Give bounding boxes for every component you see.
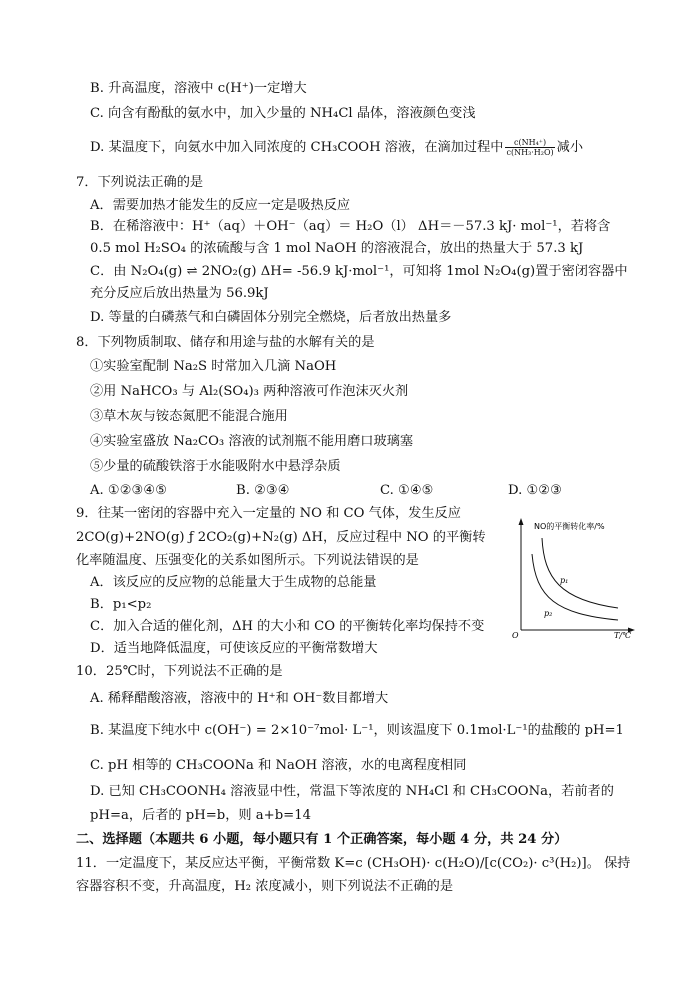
q8-options bbox=[90, 482, 630, 500]
graph-origin: O bbox=[512, 631, 519, 640]
q8-item-1: ①实验室配制 Na₂S 时常加入几滴 NaOH bbox=[90, 359, 337, 374]
q9-option-d: D．适当地降低温度，可使该反应的平衡常数增大 bbox=[90, 641, 378, 656]
q8-option-d: D. ①②③ bbox=[508, 483, 562, 498]
q10-option-d-line1: D. 已知 CH₃COONH₄ 溶液显中性，常温下等浓度的 NH₄Cl 和 CH₃COONa，若前者的 bbox=[90, 784, 614, 799]
q6-fraction-denominator: c(NH₃·H₂O) bbox=[506, 148, 554, 157]
q7-option-a: A．需要加热才能发生的反应一定是吸热反应 bbox=[90, 198, 351, 213]
q9-stem-line1: 9．往某一密闭的容器中充入一定量的 NO 和 CO 气体，发生反应 bbox=[76, 506, 461, 521]
curve-p1-label: p₁ bbox=[560, 576, 569, 585]
q6-option-d-text: D. 某温度下，向氨水中加入同浓度的 CH₃COOH 溶液，在滴加过程中 bbox=[90, 140, 504, 155]
curve-p2-label: p₂ bbox=[544, 609, 553, 618]
q11-stem-line2: 容器容积不变，升高温度，H₂ 浓度减小，则下列说法不正确的是 bbox=[76, 879, 454, 894]
graph-y-label: NO的平衡转化率/% bbox=[534, 522, 605, 531]
curve-p1 bbox=[542, 538, 618, 608]
q6-option-b: B. 升高温度，溶液中 c(H⁺)一定增大 bbox=[90, 81, 307, 96]
q7-option-b-line1: B．在稀溶液中：H⁺（aq）＋OH⁻（aq）＝ H₂O（l） ΔH＝－57.3 kJ· mol⁻¹，若将含 bbox=[90, 219, 611, 234]
q9-conversion-graph bbox=[508, 516, 638, 640]
q7-option-d: D. 等量的白磷蒸气和白磷固体分别完全燃烧，后者放出热量多 bbox=[90, 310, 452, 325]
graph-y-arrow bbox=[519, 518, 524, 525]
q6-option-d bbox=[90, 138, 583, 157]
q6-option-d-tail: 减小 bbox=[556, 140, 584, 155]
graph-x-label: T/℃ bbox=[614, 631, 631, 640]
q10-option-d-line2: pH=a，后者的 pH=b，则 a+b=14 bbox=[90, 808, 311, 823]
q6-option-c: C. 向含有酚酞的氨水中，加入少量的 NH₄Cl 晶体，溶液颜色变浅 bbox=[90, 106, 476, 121]
q10-stem: 10．25℃时，下列说法不正确的是 bbox=[76, 664, 283, 679]
q10-option-c: C. pH 相等的 CH₃COONa 和 NaOH 溶液，水的电离程度相同 bbox=[90, 758, 467, 773]
q8-option-a: A. ①②③④⑤ bbox=[90, 483, 168, 498]
q8-option-c: C. ①④⑤ bbox=[380, 483, 434, 498]
q7-option-b-line2: 0.5 mol H₂SO₄ 的浓硫酸与含 1 mol NaOH 的溶液混合，放出的热量大于 57.3 kJ bbox=[90, 241, 584, 256]
q8-option-b: B. ②③④ bbox=[236, 483, 290, 498]
q9-stem-line3: 化率随温度、压强变化的关系如图所示。下列说法错误的是 bbox=[76, 553, 419, 568]
q8-item-5: ⑤少量的硫酸铁溶于水能吸附水中悬浮杂质 bbox=[90, 459, 341, 474]
q7-option-c-line2: 充分反应后放出热量为 56.9kJ bbox=[90, 286, 269, 301]
q11-stem-line1: 11．一定温度下，某反应达平衡，平衡常数 K=c (CH₃OH)· c(H₂O)/[c(CO₂)· c³(H₂)]。 保持 bbox=[76, 856, 631, 871]
q6-fraction-numerator: c(NH₄⁺) bbox=[505, 138, 554, 148]
q8-item-4: ④实验室盛放 Na₂CO₃ 溶液的试剂瓶不能用磨口玻璃塞 bbox=[90, 434, 414, 449]
q7-option-c-line1: C．由 N₂O₄(g) ⇌ 2NO₂(g) ΔH= -56.9 kJ·mol⁻¹，可知将 1mol N₂O₄(g)置于密闭容器中 bbox=[90, 264, 628, 279]
q9-option-b: B．p₁<p₂ bbox=[90, 597, 152, 612]
q9-stem-line2: 2CO(g)+2NO(g) ƒ 2CO₂(g)+N₂(g) ΔH，反应过程中 NO 的平衡转 bbox=[76, 530, 486, 545]
section-2-heading: 二、选择题（本题共 6 小题，每小题只有 1 个正确答案，每小题 4 分，共 24 分） bbox=[76, 832, 568, 847]
q10-option-b: B. 某温度下纯水中 c(OH⁻) = 2×10⁻⁷mol· L⁻¹，则该温度下 0.1mol·L⁻¹的盐酸的 pH=1 bbox=[90, 723, 624, 738]
q9-option-c: C．加入合适的催化剂，ΔH 的大小和 CO 的平衡转化率均保持不变 bbox=[90, 619, 485, 634]
q9-option-a: A．该反应的反应物的总能量大于生成物的总能量 bbox=[90, 575, 377, 590]
q8-item-2: ②用 NaHCO₃ 与 Al₂(SO₄)₃ 两种溶液可作泡沫灭火剂 bbox=[90, 384, 409, 399]
q10-option-a: A. 稀释醋酸溶液，溶液中的 H⁺和 OH⁻数目都增大 bbox=[90, 691, 389, 706]
q7-stem: 7．下列说法正确的是 bbox=[76, 175, 204, 190]
q8-stem: 8．下列物质制取、储存和用途与盐的水解有关的是 bbox=[76, 335, 375, 350]
q6-fraction bbox=[505, 138, 554, 157]
q8-item-3: ③草木灰与铵态氮肥不能混合施用 bbox=[90, 409, 288, 424]
